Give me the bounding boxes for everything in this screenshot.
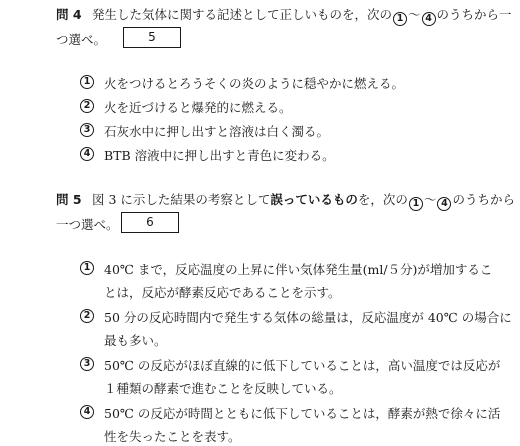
q5-option-3-line2: １種類の酵素で進むことを反映している。 [104,381,342,396]
q4-option-4-number: 4 [80,147,94,161]
q5-prompt-text-3: のうちから [452,192,515,207]
q5-option-2-line2: 最も多い。 [104,333,167,348]
q4-option-2-number: 2 [80,99,94,113]
q4-answer-box[interactable]: 5 [123,27,181,48]
q4-prompt [92,5,512,26]
q5-range-end: 4 [437,197,451,211]
q4-prompt-text-1: 発生した気体に関する記述として正しいものを，次の [92,7,393,22]
q5-option-2-number: 2 [80,309,94,323]
q4-range-sep: ～ [408,7,421,22]
q4-option-3-text: 石灰水中に押し出すと溶液は白く濁る。 [104,124,330,139]
q5-prompt-line2: 一つ選べ。 [56,217,119,232]
q5-option-2-line1: 50 分の反応時間内で発生する気体の総量は，反応温度が 40℃ の場合に [104,310,512,325]
q5-prompt-text-1: 図 3 に示した結果の考察として [92,192,271,207]
q4-prompt-line2: つ選べ。 [56,32,107,47]
q5-option-1-number: 1 [80,261,94,275]
q5-option-4-line1: 50℃ の反応が時間とともに低下していることは，酵素が熱で徐々に活 [104,406,501,421]
q5-option-1-line2: とは，反応が酵素反応であることを示す。 [104,285,341,300]
q5-label: 問 5 [56,192,82,207]
q4-option-2-text: 火を近づけると爆発的に燃える。 [104,100,292,115]
q5-option-4-number: 4 [80,405,94,419]
q5-range-start: 1 [409,197,423,211]
q5-range-sep: ～ [423,192,437,207]
q4-range-start: 1 [393,12,407,26]
q5-option-4-line2: 性を失ったことを表す。 [104,429,241,444]
q5-prompt-emphasis: 誤っているもの [270,192,358,207]
q5-option-3-line1: 50℃ の反応がほぼ直線的に低下していることは，高い温度では反応が [104,358,501,373]
q5-prompt-text-2: を，次の [357,192,408,207]
q5-prompt [92,190,515,211]
q4-option-4-text: BTB 溶液中に押し出すと青色に変わる。 [104,148,335,163]
q4-option-1-number: 1 [80,75,94,89]
q4-option-1-text: 火をつけるとろうそくの炎のように穏やかに燃える。 [104,76,405,91]
q5-answer-box[interactable]: 6 [121,212,179,233]
q4-option-3-number: 3 [80,123,94,137]
q5-option-3-number: 3 [80,357,94,371]
q5-option-1-line1: 40℃ まで，反応温度の上昇に伴い気体発生量(ml/５分)が増加するこ [104,262,493,277]
q4-range-end: 4 [422,12,436,26]
q4-prompt-text-2: のうちから一 [436,7,512,22]
q4-label: 問 4 [56,7,82,22]
